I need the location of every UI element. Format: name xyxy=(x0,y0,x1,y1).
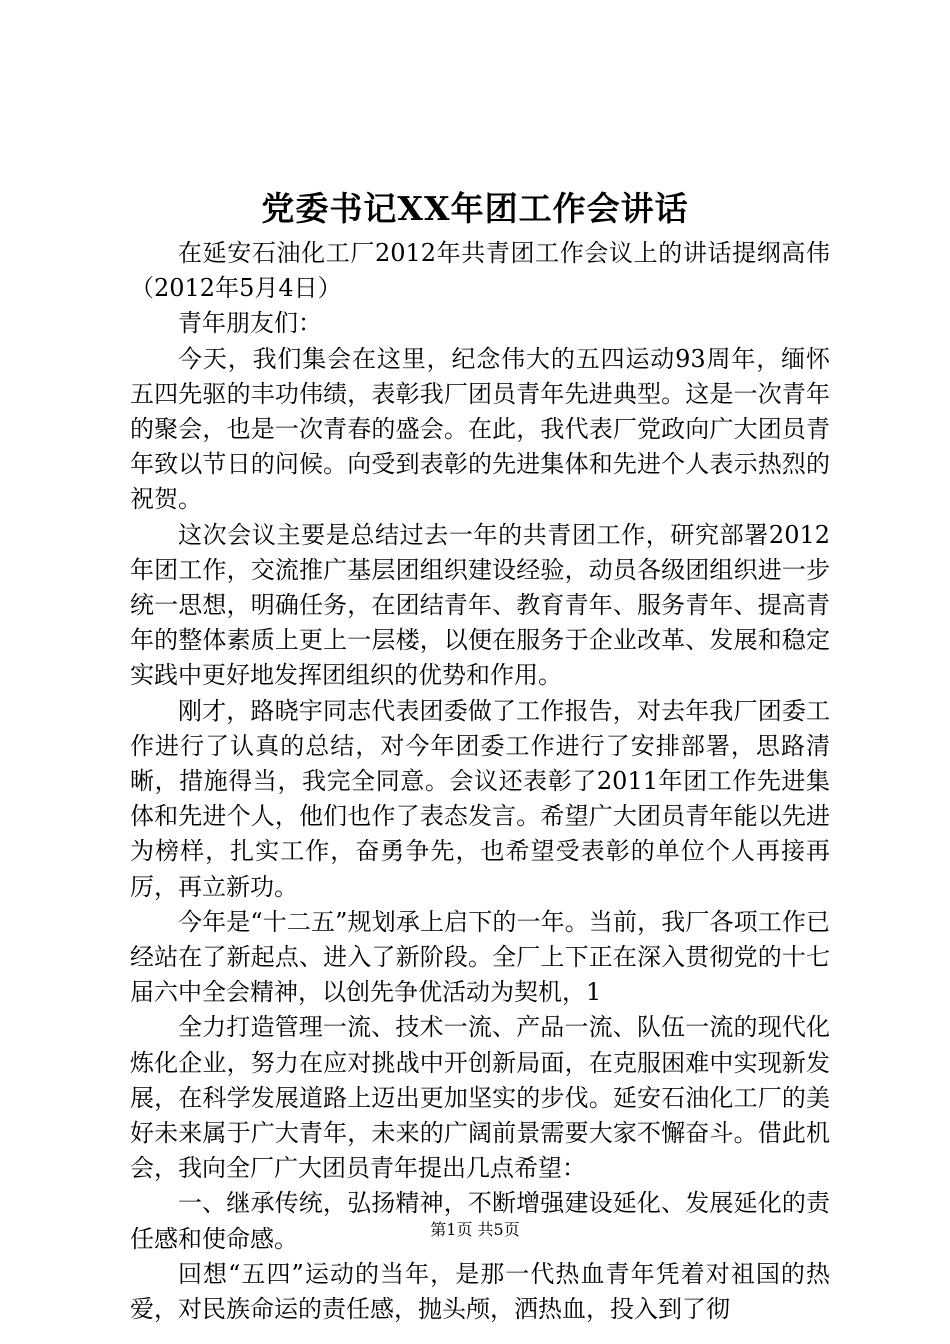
page-footer: 第1页 共5页 xyxy=(430,1220,520,1239)
paragraph: 这次会议主要是总结过去一年的共青团工作，研究部署2012年团工作，交流推广基层团组织建设经验，动员各级团组织进一步统一思想，明确任务，在团结青年、教育青年、服务青年、提高青年的整体素质上更上一层楼，以便在服务于企业改革、发展和稳定实践中更好地发挥团组织的优势和作用。 xyxy=(130,520,830,690)
section-heading: 一、继承传统，弘扬精神，不断增强建设延化、发展延化的责任感和使命感。 xyxy=(130,1189,830,1253)
paragraph: 回想“五四”运动的当年，是那一代热血青年凭着对祖国的热爱，对民族命运的责任感，抛头颅，洒热血，投入到了彻 xyxy=(130,1259,830,1324)
document-body xyxy=(130,236,830,1327)
paragraph-salutation: 青年朋友们： xyxy=(178,309,322,338)
paragraph: 全力打造管理一流、技术一流、产品一流、队伍一流的现代化炼化企业，努力在应对挑战中开创新局面，在克服困难中实现新发展，在科学发展道路上迈出更加坚实的步伐。延安石油化工厂的美好未来属于广大青年，未来的广阔前景需要大家不懈奋斗。借此机会，我向全厂广大团员青年提出几点希望： xyxy=(130,1013,830,1183)
paragraph: 今天，我们集会在这里，纪念伟大的五四运动93周年，缅怀五四先驱的丰功伟绩，表彰我厂团员青年先进典型。这是一次青年的聚会，也是一次青春的盛会。在此，我代表厂党政向广大团员青年致以节日的问候。向受到表彰的先进集体和先进个人表示热烈的祝贺。 xyxy=(130,344,830,514)
document-title: 党委书记XX年团工作会讲话 xyxy=(261,189,689,228)
paragraph-heading-info: 在延安石油化工厂2012年共青团工作会议上的讲话提纲高伟（2012年5月4日） xyxy=(130,239,830,303)
paragraph: 今年是“十二五”规划承上启下的一年。当前，我厂各项工作已经站在了新起点、进入了新阶段。全厂上下正在深入贯彻党的十七届六中全会精神，以创先争优活动为契机，1 xyxy=(130,907,830,1007)
paragraph: 刚才，路晓宇同志代表团委做了工作报告，对去年我厂团委工作进行了认真的总结，对今年团委工作进行了安排部署，思路清晰，措施得当，我完全同意。会议还表彰了2011年团工作先进集体和先进个人，他们也作了表态发言。希望广大团员青年能以先进为榜样，扎实工作，奋勇争先，也希望受表彰的单位个人再接再厉，再立新功。 xyxy=(130,696,830,901)
